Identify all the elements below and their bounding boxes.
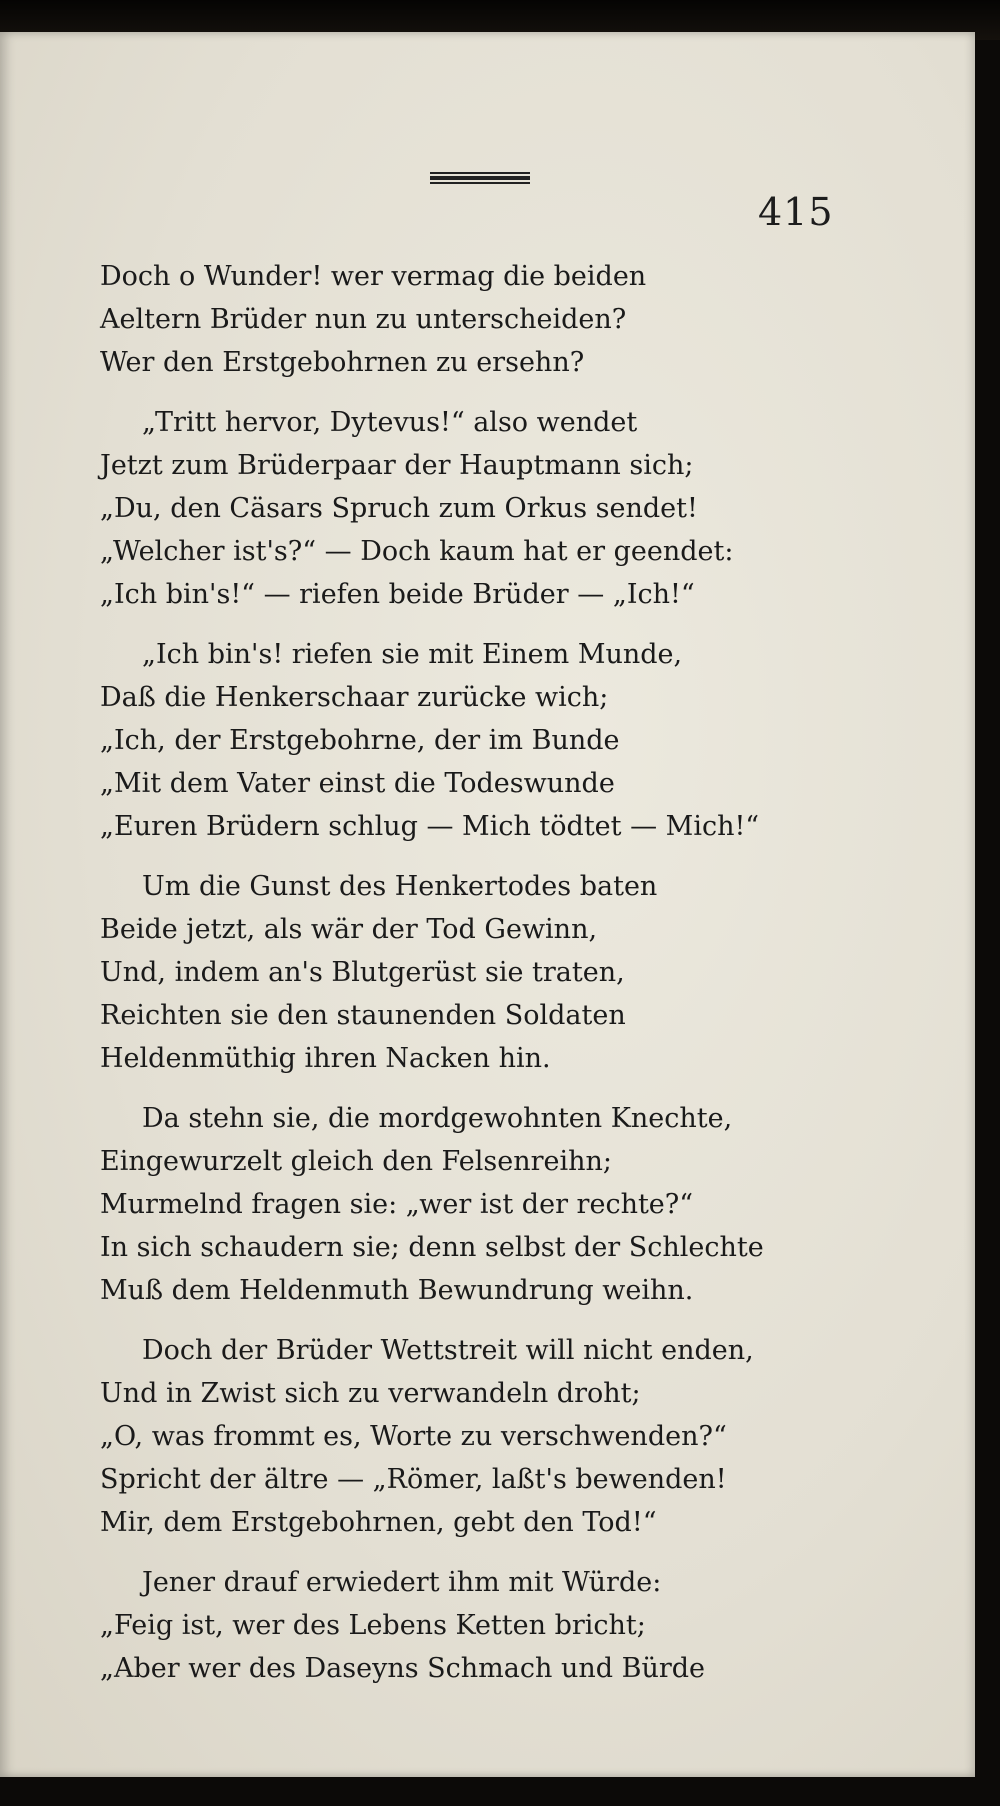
verse-line: Um die Gunst des Henkertodes baten bbox=[142, 871, 658, 902]
verse-line: „O, was frommt es, Worte zu verschwenden?“ bbox=[100, 1421, 727, 1452]
verse-line: „Feig ist, wer des Lebens Ketten bricht; bbox=[100, 1610, 646, 1641]
verse-line: Beide jetzt, als wär der Tod Gewinn, bbox=[100, 914, 598, 945]
verse-line: „Ich bin's!“ — riefen beide Brüder — „Ich!“ bbox=[100, 579, 695, 610]
verse-line: Und in Zwist sich zu verwandeln droht; bbox=[100, 1378, 641, 1409]
verse-line: „Ich bin's! riefen sie mit Einem Munde, bbox=[142, 639, 683, 670]
verse-line: Und, indem an's Blutgerüst sie traten, bbox=[100, 957, 625, 988]
stanza bbox=[100, 1097, 860, 1312]
verse-line: Doch der Brüder Wettstreit will nicht enden, bbox=[142, 1335, 754, 1366]
verse-line: Aeltern Brüder nun zu unterscheiden? bbox=[100, 304, 627, 335]
stanza bbox=[100, 401, 860, 616]
verse-line: Daß die Henkerschaar zurücke wich; bbox=[100, 682, 609, 713]
verse-line: „Welcher ist's?“ — Doch kaum hat er geendet: bbox=[100, 536, 734, 567]
stanza bbox=[100, 1561, 860, 1690]
stanza bbox=[100, 633, 860, 848]
verse-line: Murmelnd fragen sie: „wer ist der rechte?“ bbox=[100, 1189, 694, 1220]
verse-line: „Euren Brüdern schlug — Mich tödtet — Mich!“ bbox=[100, 811, 760, 842]
verse-line: Mir, dem Erstgebohrnen, gebt den Tod!“ bbox=[100, 1507, 657, 1538]
stanza bbox=[100, 1329, 860, 1544]
verse-line: Eingewurzelt gleich den Felsenreihn; bbox=[100, 1146, 613, 1177]
stanza bbox=[100, 865, 860, 1080]
verse-line: Jener drauf erwiedert ihm mit Würde: bbox=[142, 1567, 662, 1598]
verse-line: „Du, den Cäsars Spruch zum Orkus sendet! bbox=[100, 493, 698, 524]
verse-line: Reichten sie den staunenden Soldaten bbox=[100, 1000, 626, 1031]
verse-line: Da stehn sie, die mordgewohnten Knechte, bbox=[142, 1103, 733, 1134]
poem-text bbox=[100, 255, 860, 1707]
page-number: 415 bbox=[758, 190, 834, 234]
verse-line: „Aber wer des Daseyns Schmach und Bürde bbox=[100, 1653, 706, 1684]
verse-line: Muß dem Heldenmuth Bewundrung weihn. bbox=[100, 1275, 694, 1306]
verse-line: Wer den Erstgebohrnen zu ersehn? bbox=[100, 347, 585, 378]
verse-line: „Mit dem Vater einst die Todeswunde bbox=[100, 768, 615, 799]
stanza bbox=[100, 255, 860, 384]
verse-line: In sich schaudern sie; denn selbst der Schlechte bbox=[100, 1232, 764, 1263]
header-ornament-rule bbox=[430, 172, 530, 184]
verse-line: Jetzt zum Brüderpaar der Hauptmann sich; bbox=[100, 450, 694, 481]
verse-line: Doch o Wunder! wer vermag die beiden bbox=[100, 261, 647, 292]
verse-line: „Tritt hervor, Dytevus!“ also wendet bbox=[142, 407, 638, 438]
verse-line: „Ich, der Erstgebohrne, der im Bunde bbox=[100, 725, 620, 756]
verse-line: Heldenmüthig ihren Nacken hin. bbox=[100, 1043, 551, 1074]
verse-line: Spricht der ältre — „Römer, laßt's bewenden! bbox=[100, 1464, 727, 1495]
